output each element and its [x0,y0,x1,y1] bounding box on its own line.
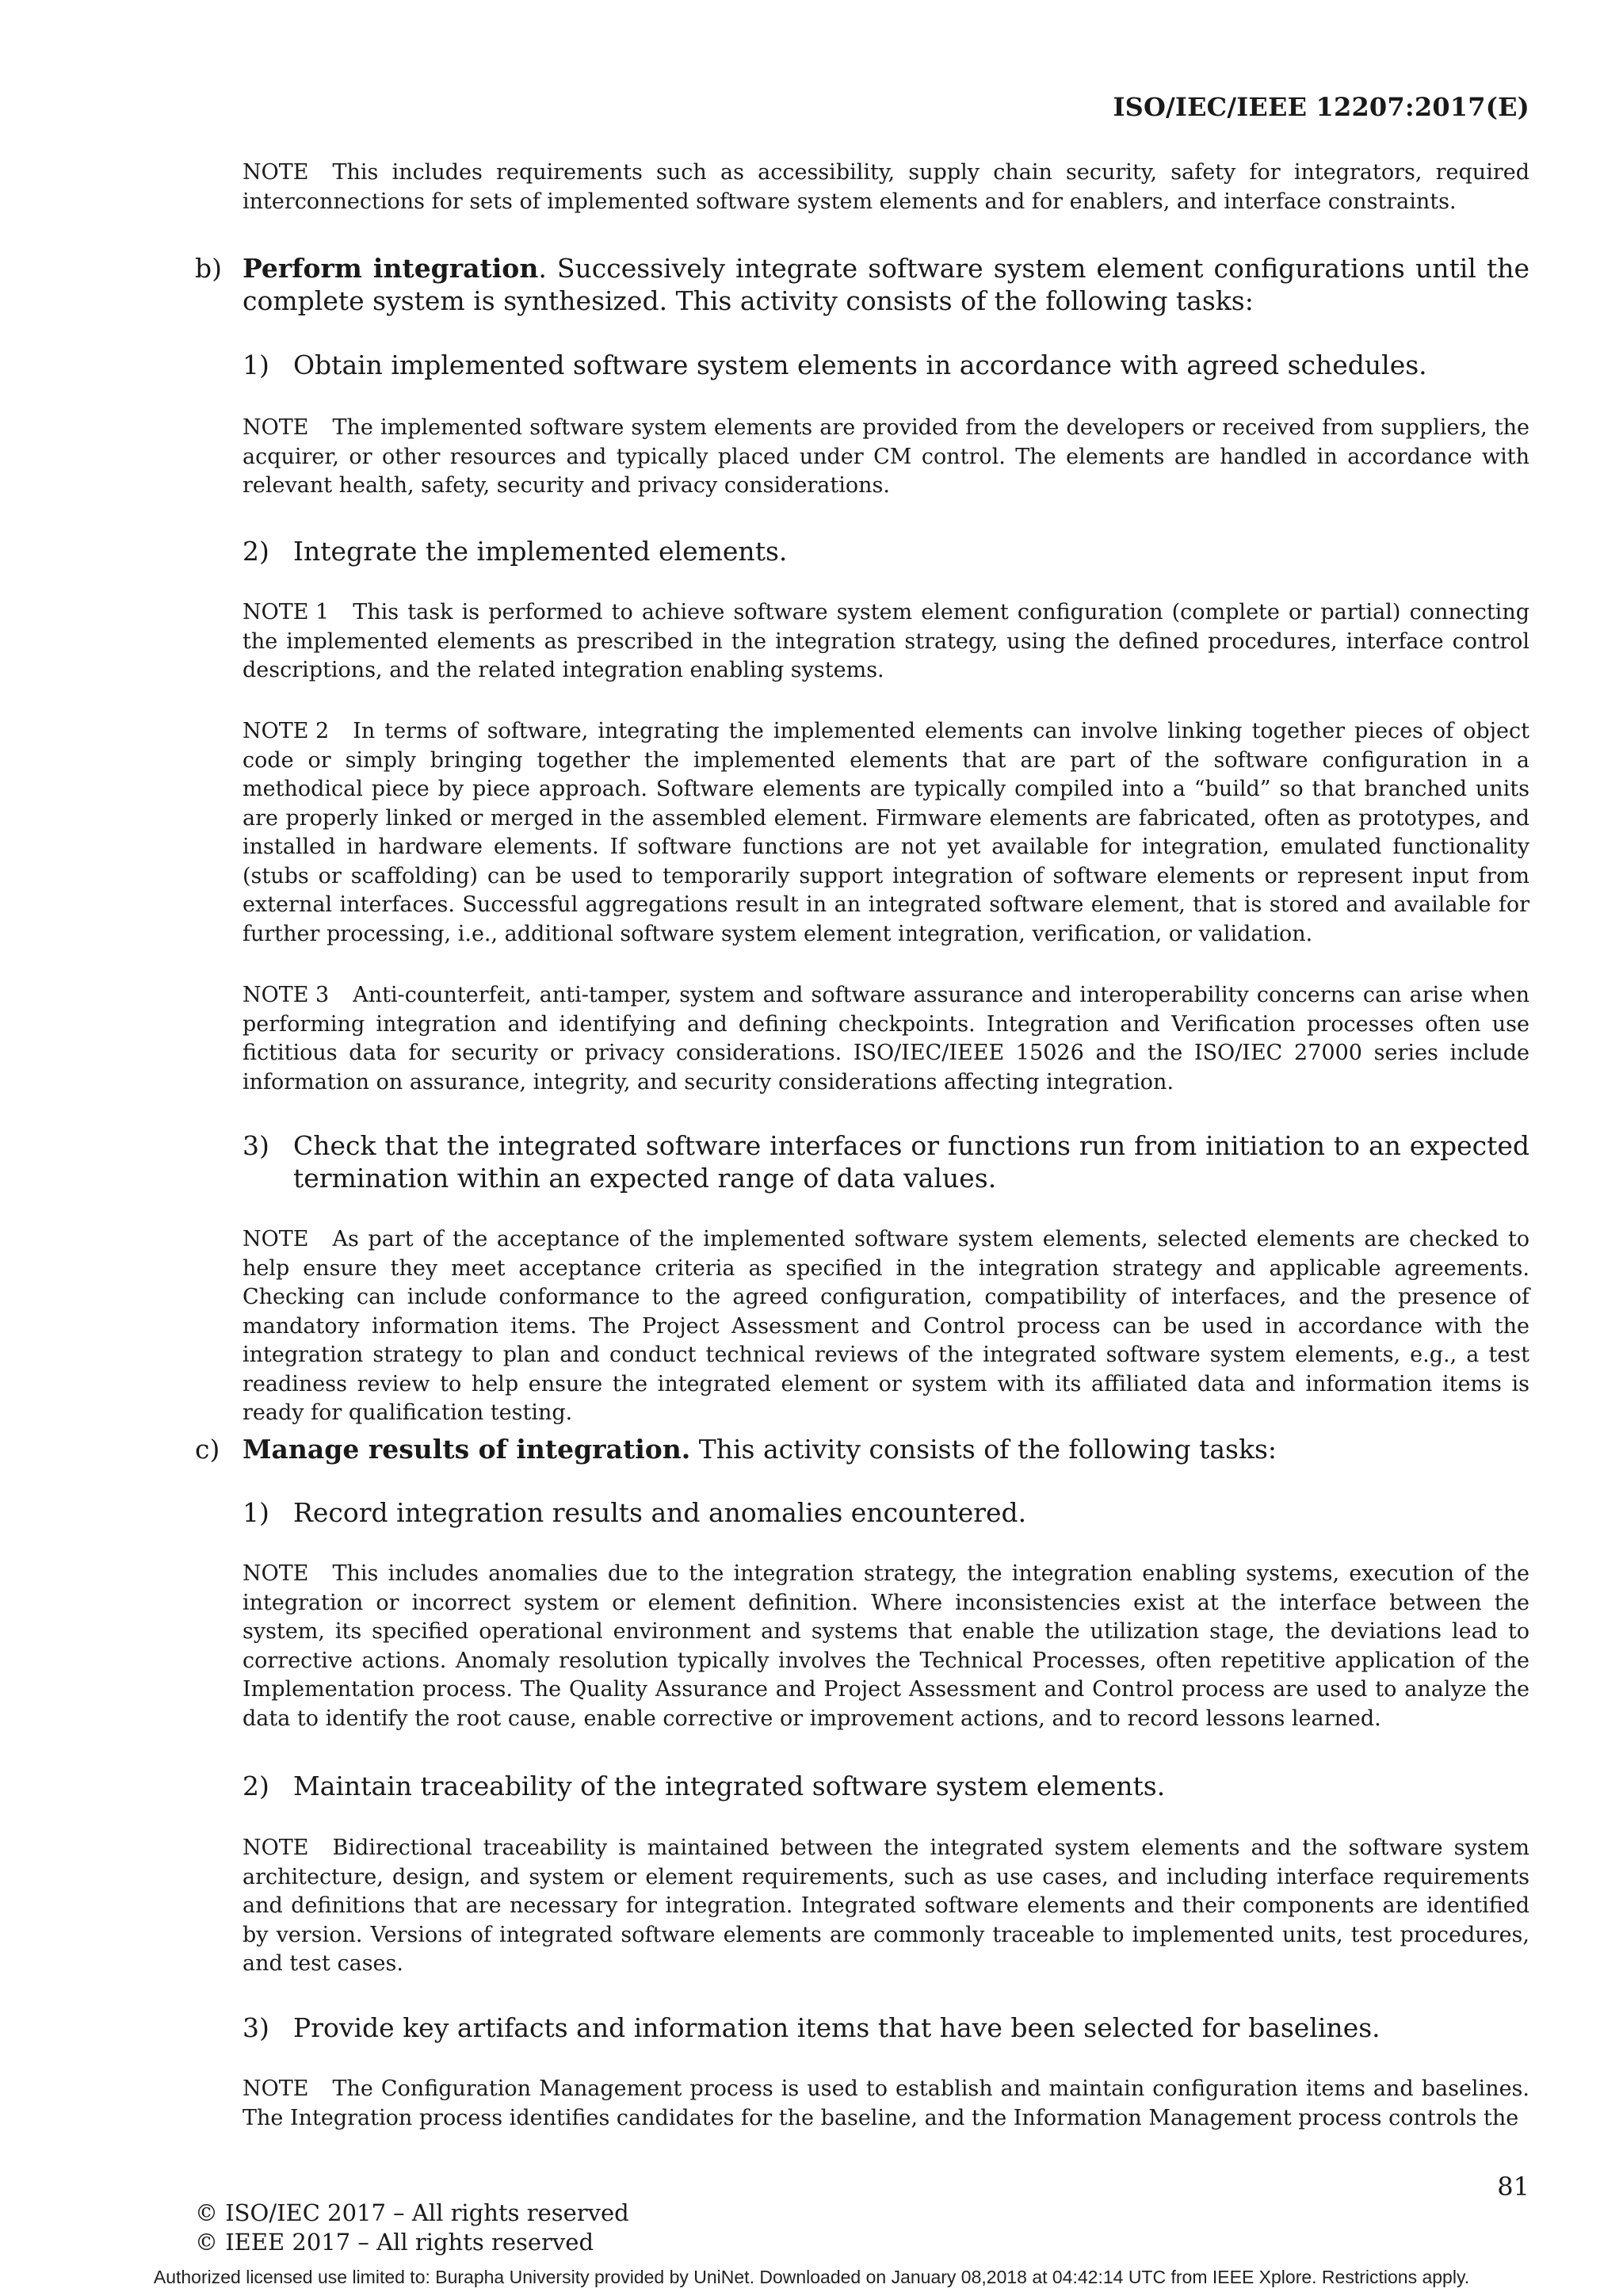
note-requirements [242,159,1529,216]
activity-b-label: b) [195,253,222,284]
note-c2 [242,1834,1529,1979]
note-tag: NOTE [242,1561,309,1586]
note-text: This includes anomalies due to the integration strategy, the integration enabling systems, execution of the integration or incorrect system or element definition. Where inconsistencies exist at the interface between the system, its specified operational environment and systems that enable the utilization stage, the deviations lead to corrective actions. Anomaly resolution typically involves the Technical Processes, often repetitive application of the Implementation process. The Quality Assurance and Project Assessment and Control process are used to analyze the data to identify the root cause, enable corrective or improvement actions, and to record lessons learned. [242,1561,1529,1731]
note-tag: NOTE [242,1227,309,1251]
note-text: As part of the acceptance of the implemented software system elements, selected elements are checked to help ensure they meet acceptance criteria as specified in the integration strategy and applicable agreements. Checking can include conformance to the agreed configuration, compatibility of interfaces, and the presence of mandatory information items. The Project Assessment and Control process can be used in accordance with the integration strategy to plan and conduct technical reviews of the integrated software system elements, e.g., a test readiness review to help ensure the integrated element or system with its affiliated data and information items is ready for qualification testing. [242,1227,1529,1425]
note-text: The Configuration Management process is used to establish and maintain configuration items and baselines. The Integration process identifies candidates for the baseline, and the Information Management process controls the [242,2076,1529,2130]
activity-b-title: Perform integration [242,253,539,284]
activity-c [195,1433,1529,1465]
note-tag: NOTE [242,2076,309,2101]
task-text: Obtain implemented software system elements in accordance with agreed schedules. [293,350,1427,380]
task-number: 3) [242,1130,269,1161]
note-tag: NOTE [242,160,309,185]
authorized-use-notice: Authorized licensed use limited to: Burapha University provided by UniNet. Downloaded on January 08,2018 at 04:42:14 UTC from IEEE Xplore. Restrictions apply. [153,2267,1470,2287]
note-tag: NOTE 1 [242,600,330,625]
copyright-iso: © ISO/IEC 2017 – All rights reserved [195,2199,629,2226]
activity-b [195,252,1529,317]
page-number: 81 [1497,2172,1529,2202]
activity-c-title: Manage results of integration. [242,1434,691,1465]
activity-b-text: . Successively integrate software system element configurations until the complete system is synthesized. This activity consists of the following tasks: [242,253,1529,316]
note-text: Bidirectional traceability is maintained between the integrated system elements and the software system architecture, design, and system or element requirements, such as use cases, and including interface requirements and definitions that are necessary for integration. Integrated software elements and their components are identified by version. Versions of integrated software elements are commonly traceable to implemented units, test procedures, and test cases. [242,1836,1529,1976]
task-c1 [242,1496,1529,1529]
task-text: Provide key artifacts and information items that have been selected for baselines. [293,2012,1381,2043]
task-c2 [242,1770,1529,1802]
note-text: This includes requirements such as accessibility, supply chain security, safety for integrators, required interconnections for sets of implemented software system elements and for enablers, and interface constraints. [242,160,1529,214]
task-c3 [242,2011,1529,2044]
task-b1 [242,349,1529,381]
note-tag: NOTE [242,1836,309,1860]
note-tag: NOTE 3 [242,983,330,1007]
note-b2-2 [242,717,1529,949]
note-b2-1 [242,598,1529,686]
activity-c-text: This activity consists of the following tasks: [690,1434,1277,1465]
note-c3 [242,2075,1529,2133]
activity-c-label: c) [195,1434,220,1465]
note-text: Anti-counterfeit, anti-tamper, system and software assurance and interoperability concerns can arise when performing integration and identifying and defining checkpoints. Integration and Verification processes often use fictitious data for security or privacy considerations. ISO/IEC/IEEE 15026 and the ISO/IEC 27000 series include information on assurance, integrity, and security considerations affecting integration. [242,983,1529,1095]
note-tag: NOTE [242,415,309,440]
note-text: In terms of software, integrating the implemented elements can involve linking together pieces of object code or simply bringing together the implemented elements that are part of the software configuration in a methodical piece by piece approach. Software elements are typically compiled into a “build” so that branched units are properly linked or merged in the assembled element. Firmware elements are fabricated, often as prototypes, and installed in hardware elements. If software functions are not yet available for integration, emulated functionality (stubs or scaffolding) can be used to temporarily support integration of software elements or represent input from external interfaces. Successful aggregations result in an integrated software element, that is stored and available for further processing, i.e., additional software system element integration, verification, or validation. [242,719,1529,946]
task-b2 [242,535,1529,567]
note-b1 [242,414,1529,501]
task-b3 [242,1129,1529,1194]
note-b3 [242,1225,1529,1428]
task-text: Record integration results and anomalies encountered. [293,1497,1027,1528]
task-number: 2) [242,536,269,567]
note-text: This task is performed to achieve software system element configuration (complete or partial) connecting the implemented elements as prescribed in the integration strategy, using the defined procedures, interface control descriptions, and the related integration enabling systems. [242,600,1529,682]
copyright-ieee: © IEEE 2017 – All rights reserved [195,2229,594,2256]
task-number: 1) [242,350,269,380]
task-number: 3) [242,2012,269,2043]
note-text: The implemented software system elements are provided from the developers or received from suppliers, the acquirer, or other resources and typically placed under CM control. The elements are handled in accordance with relevant health, safety, security and privacy considerations. [242,415,1529,498]
task-number: 1) [242,1497,269,1528]
note-b2-3 [242,981,1529,1097]
note-tag: NOTE 2 [242,719,330,743]
note-c1 [242,1560,1529,1733]
task-text: Integrate the implemented elements. [293,536,788,567]
task-text: Maintain traceability of the integrated software system elements. [293,1771,1166,1801]
task-text: Check that the integrated software interfaces or functions run from initiation to an expected termination within an expected range of data values. [293,1130,1529,1194]
document-id-header: ISO/IEC/IEEE 12207:2017(E) [1113,92,1529,122]
task-number: 2) [242,1771,269,1801]
